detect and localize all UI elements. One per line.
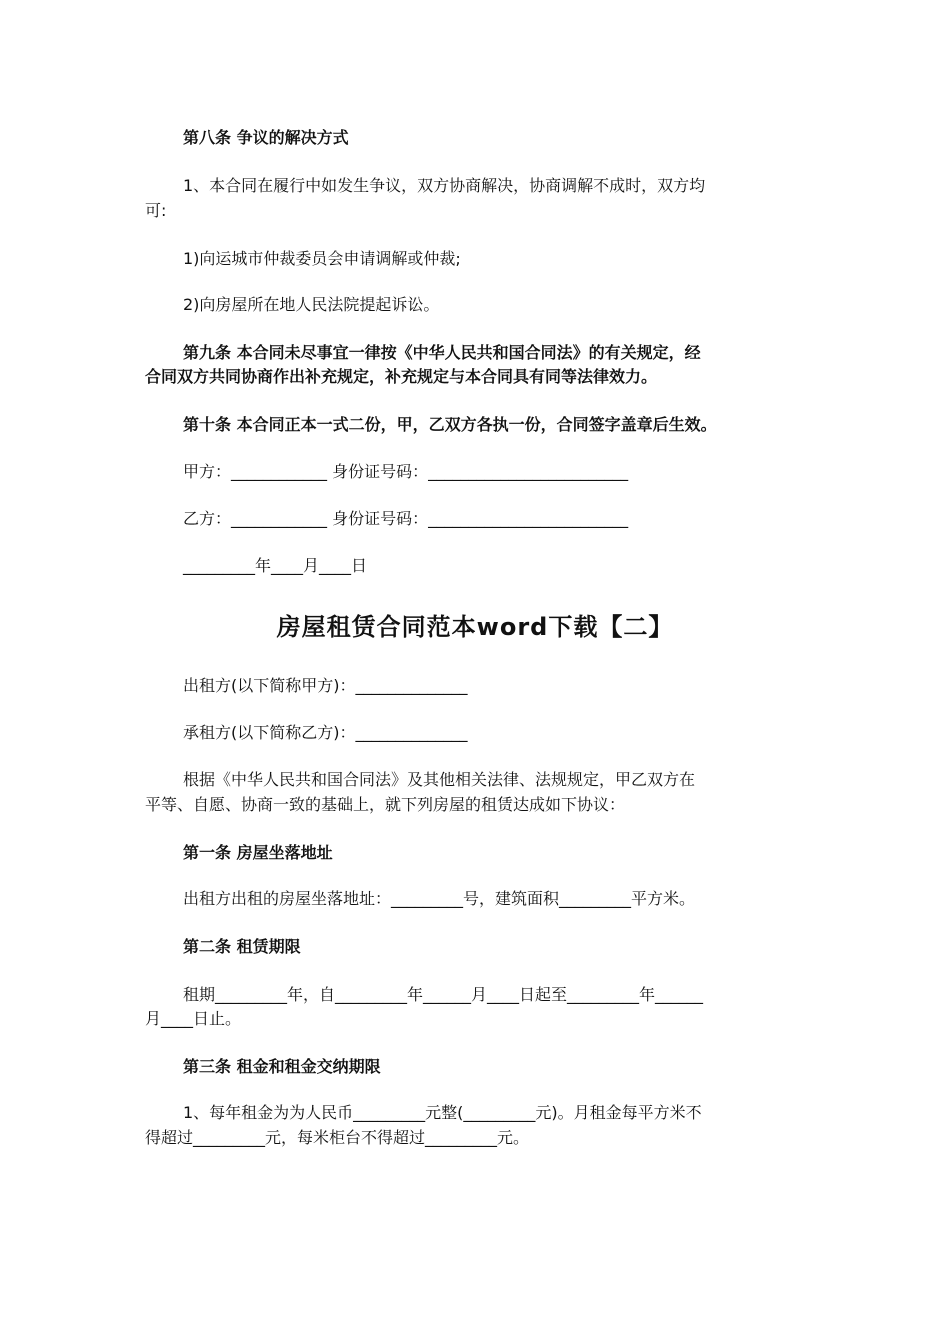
article9-line1: 第九条 本合同未尽事宜一律按《中华人民共和国合同法》的有关规定，经 xyxy=(183,343,701,362)
contract2-article2-heading: 第二条 租赁期限 xyxy=(183,937,301,956)
party-a-signature-line: 甲方：____________ 身份证号码：_________________________ xyxy=(183,462,629,481)
article8-paragraph1-line2: 可: xyxy=(145,201,167,220)
signature-date-line: _________年____月____日 xyxy=(183,556,368,575)
article9-line2: 合同双方共同协商作出补充规定，补充规定与本合同具有同等法律效力。 xyxy=(145,367,658,386)
contract2-article2-line1: 租期_________年，自_________年______月____日起至_________年______ xyxy=(183,985,704,1004)
lessor-line: 出租方(以下简称甲方)：______________ xyxy=(183,676,468,695)
contract2-title: 房屋租赁合同范本word下载【二】 xyxy=(276,613,674,641)
contract2-article1-text: 出租方出租的房屋坐落地址：_________号，建筑面积_________平方米。 xyxy=(183,889,696,908)
preamble-line2: 平等、自愿、协商一致的基础上，就下列房屋的租赁达成如下协议： xyxy=(145,795,626,814)
article8-paragraph1-line1: 1、本合同在履行中如发生争议，双方协商解决，协商调解不成时，双方均 xyxy=(183,176,706,195)
contract2-article1-heading: 第一条 房屋坐落地址 xyxy=(183,843,333,862)
contract2-article2-line2: 月____日止。 xyxy=(145,1009,242,1028)
lessee-line: 承租方(以下简称乙方)：______________ xyxy=(183,723,468,742)
contract2-article3-line1: 1、每年租金为为人民币_________元整(_________元)。月租金每平方米不 xyxy=(183,1103,702,1122)
article8-option1: 1)向运城市仲裁委员会申请调解或仲裁; xyxy=(183,249,461,268)
article8-option2: 2)向房屋所在地人民法院提起诉讼。 xyxy=(183,295,440,314)
party-b-signature-line: 乙方：____________ 身份证号码：_________________________ xyxy=(183,509,629,528)
contract2-article3-heading: 第三条 租金和租金交纳期限 xyxy=(183,1057,381,1076)
preamble-line1: 根据《中华人民共和国合同法》及其他相关法律、法规规定，甲乙双方在 xyxy=(183,770,696,789)
article8-heading: 第八条 争议的解决方式 xyxy=(183,128,349,147)
article10-line1: 第十条 本合同正本一式二份，甲，乙双方各执一份，合同签字盖章后生效。 xyxy=(183,415,717,434)
contract2-article3-line2: 得超过_________元，每米柜台不得超过_________元。 xyxy=(145,1128,530,1147)
